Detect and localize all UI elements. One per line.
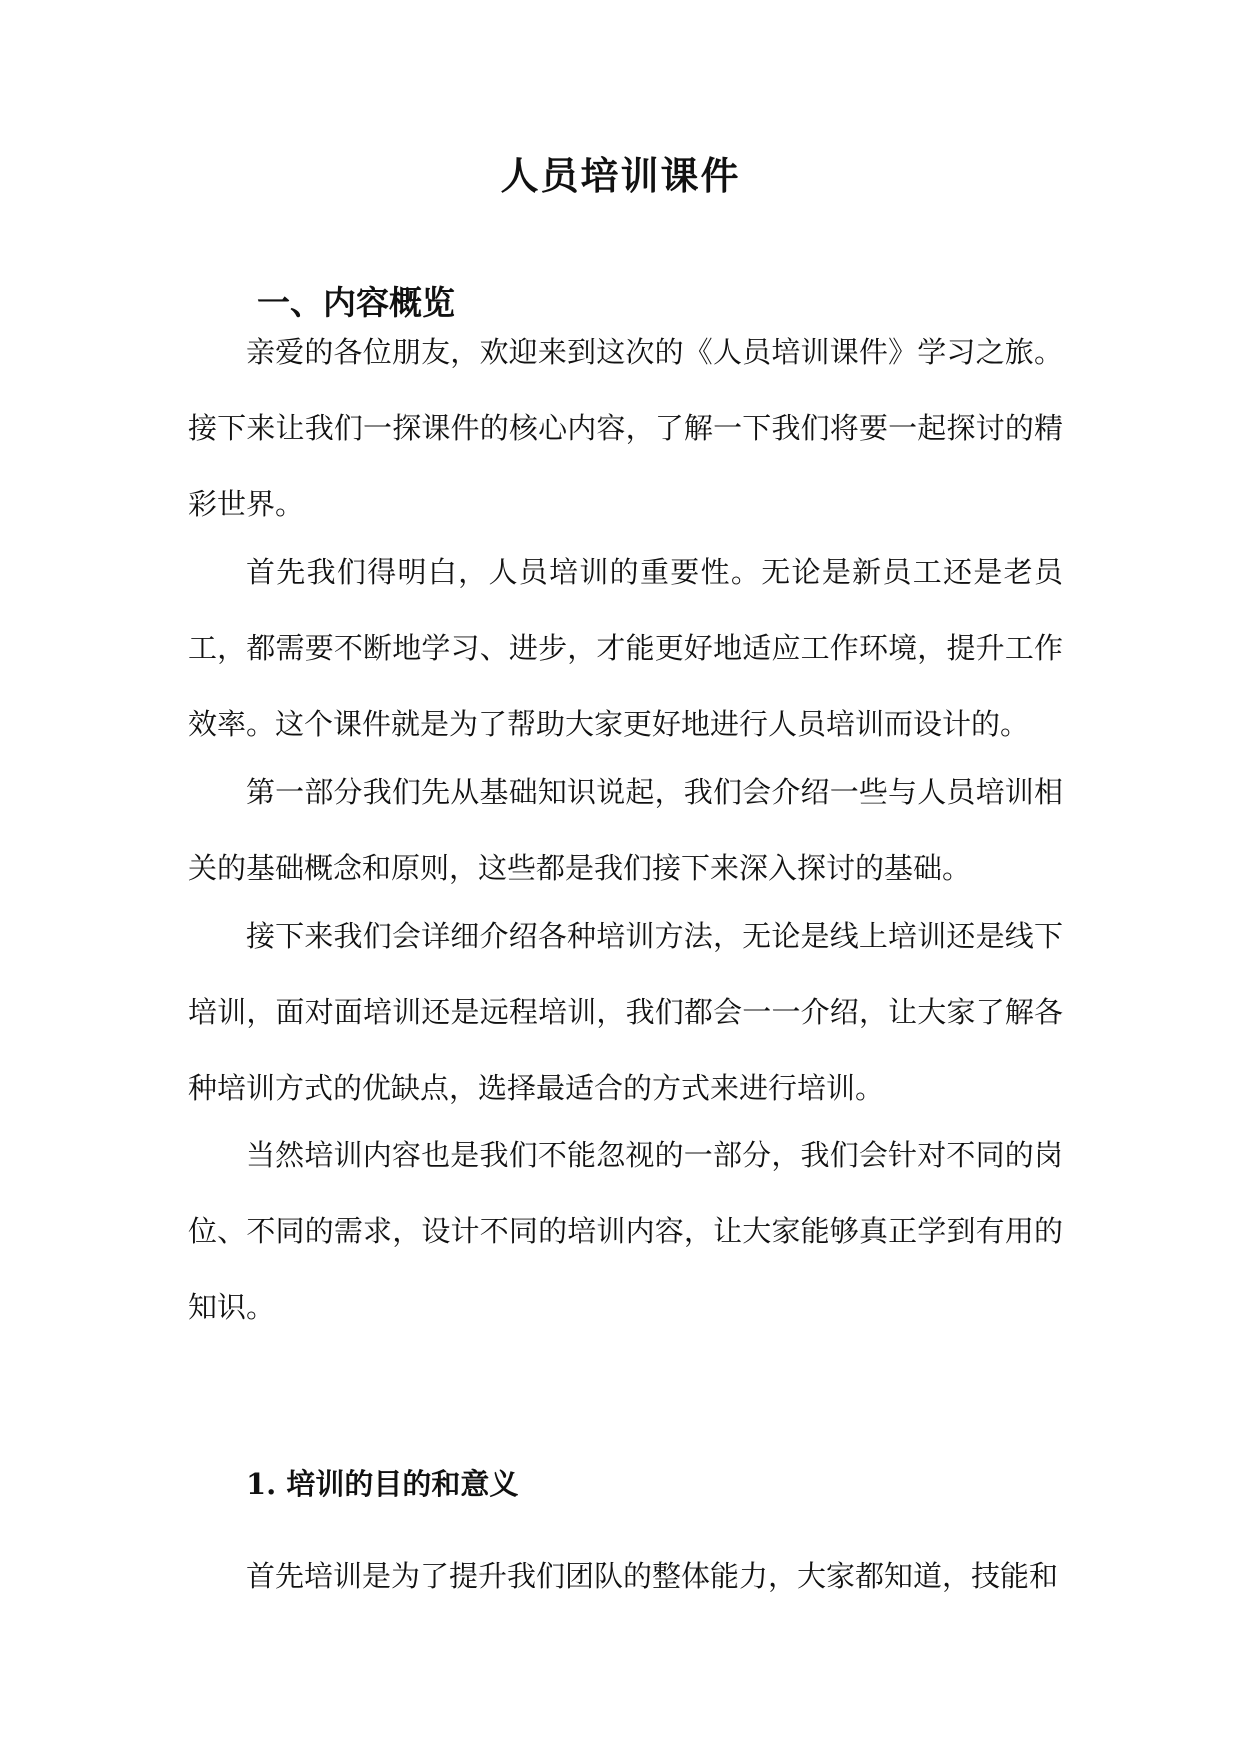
paragraph-content: 当然培训内容也是我们不能忽视的一部分，我们会针对不同的岗位、不同的需求，设计不同的培训内容，让大家能够真正学到有用的知识。 [188, 1138, 1063, 1324]
paragraph-welcome: 亲爱的各位朋友，欢迎来到这次的《人员培训课件》学习之旅。接下来让我们一探课件的核心内容，了解一下我们将要一起探讨的精彩世界。 [188, 335, 1063, 521]
paragraph-methods: 接下来我们会详细介绍各种培训方法，无论是线上培训还是线下培训，面对面培训还是远程培训，我们都会一一介绍，让大家了解各种培训方式的优缺点，选择最适合的方式来进行培训。 [188, 919, 1063, 1105]
paragraph-basics: 第一部分我们先从基础知识说起，我们会介绍一些与人员培训相关的基础概念和原则，这些都是我们接下来深入探讨的基础。 [188, 775, 1063, 885]
paragraph-purpose: 首先培训是为了提升我们团队的整体能力，大家都知道，技能和 [246, 1559, 1059, 1593]
document-title: 人员培训课件 [500, 153, 741, 198]
section-heading-overview: 一、内容概览 [257, 283, 455, 322]
paragraph-importance: 首先我们得明白，人员培训的重要性。无论是新员工还是老员工，都需要不断地学习、进步，才能更好地适应工作环境，提升工作效率。这个课件就是为了帮助大家更好地进行人员培训而设计的。 [188, 555, 1063, 741]
section-heading-purpose: 1. 培训的目的和意义 [246, 1467, 519, 1501]
